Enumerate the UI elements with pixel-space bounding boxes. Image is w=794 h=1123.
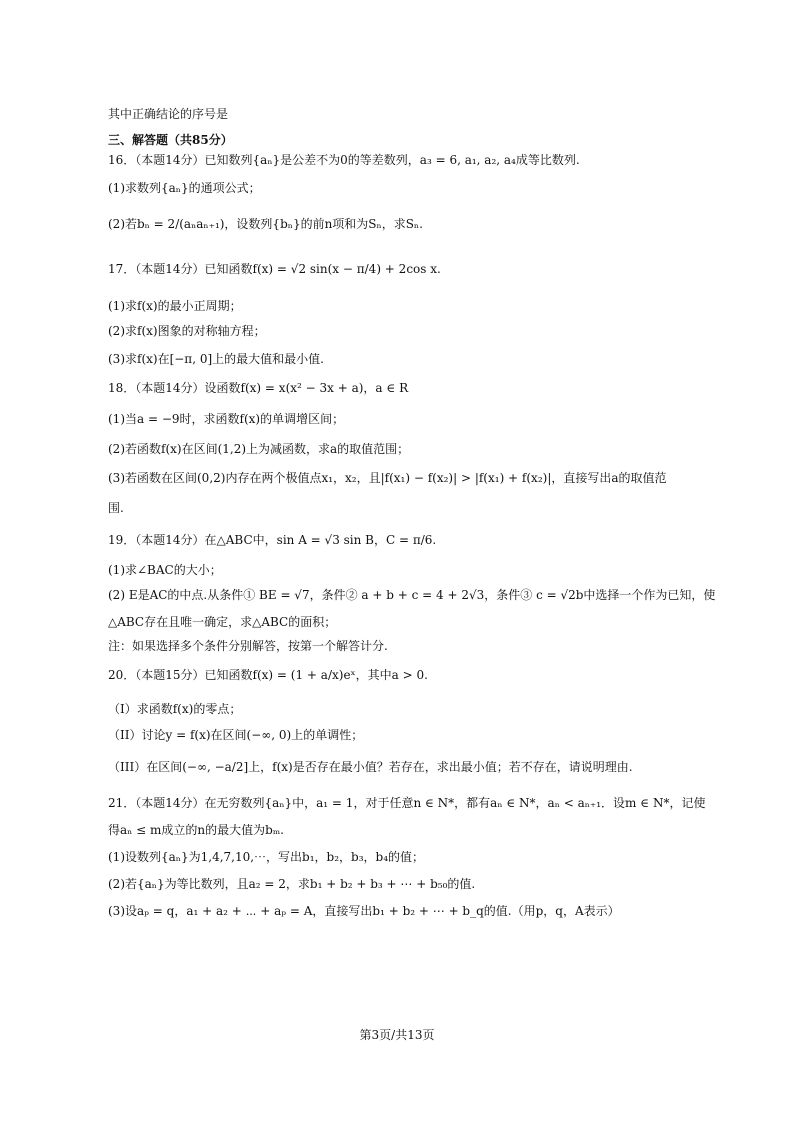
question-19-part-2: (2) E是AC的中点.从条件① BE = √7，条件② a + b + c = 4 + 2√3，条件③ c = √2b中选择一个作为已知，使 [108,588,716,602]
question-19-part-1: (1)求∠BAC的大小； [108,563,222,577]
question-20-part-1: （I）求函数f(x)的零点； [108,702,242,716]
question-17-part-1: (1)求f(x)的最小正周期； [108,299,242,313]
question-19: 19．（本题14分）在△ABC中，sin A = √3 sin B，C = π/6. [108,533,437,547]
question-21-cont: 得aₙ ≤ m成立的n的最大值为bₘ. [108,823,284,837]
question-17: 17．（本题14分）已知函数f(x) = √2 sin(x − π/4) + 2cos x. [108,262,441,276]
question-18-part-3-cont: 围. [108,501,124,515]
intro-text: 其中正确结论的序号是 [108,107,229,121]
question-20-part-2: （II）讨论y = f(x)在区间(−∞, 0)上的单调性； [108,728,364,742]
question-21-part-3: (3)设aₚ = q，a₁ + a₂ + ⋯ + aₚ = A，直接写出b₁ + b₂ + ⋯ + b_q的值.（用p，q，A表示） [108,904,620,918]
question-17-part-2: (2)求f(x)图象的对称轴方程； [108,324,266,338]
question-20-part-3: （III）在区间(−∞, −a/2]上，f(x)是否存在最小值？若存在，求出最小值；若不存在，请说明理由. [108,760,633,774]
section-heading: 三、解答题（共85分） [108,133,233,147]
question-19-part-2-cont: △ABC存在且唯一确定，求△ABC的面积； [108,615,337,629]
question-20: 20．（本题15分）已知函数f(x) = (1 + a/x)eˣ，其中a > 0. [108,668,428,682]
question-16-part-1: (1)求数列{aₙ}的通项公式； [108,181,261,195]
question-16: 16．（本题14分）已知数列{aₙ}是公差不为0的等差数列，a₃ = 6, a₁, a₂, a₄成等比数列. [108,153,580,167]
question-18-part-2: (2)若函数f(x)在区间(1,2)上为减函数，求a的取值范围； [108,442,410,456]
question-17-part-3: (3)求f(x)在[−π, 0]上的最大值和最小值. [108,352,324,366]
question-18: 18．（本题14分）设函数f(x) = x(x² − 3x + a)，a ∈ R [108,381,409,395]
question-19-note: 注：如果选择多个条件分别解答，按第一个解答计分. [108,639,388,653]
question-16-part-2: (2)若bₙ = 2/(aₙaₙ₊₁)，设数列{bₙ}的前n项和为Sₙ，求Sₙ. [108,217,423,231]
question-21-part-2: (2)若{aₙ}为等比数列，且a₂ = 2，求b₁ + b₂ + b₃ + ⋯ + b₅₀的值. [108,877,476,891]
question-21: 21．（本题14分）在无穷数列{aₙ}中，a₁ = 1，对于任意n ∈ N*，都有aₙ ∈ N*，aₙ < aₙ₊₁．设m ∈ N*，记使 [108,796,706,810]
question-21-part-1: (1)设数列{aₙ}为1,4,7,10,⋯，写出b₁，b₂，b₃，b₄的值； [108,850,425,864]
question-18-part-3: (3)若函数在区间(0,2)内存在两个极值点x₁，x₂，且|f(x₁) − f(x₂)| > |f(x₁) + f(x₂)|，直接写出a的取值范 [108,471,667,485]
question-18-part-1: (1)当a = −9时，求函数f(x)的单调增区间； [108,412,345,426]
page-footer: 第3页/共13页 [359,1028,435,1042]
